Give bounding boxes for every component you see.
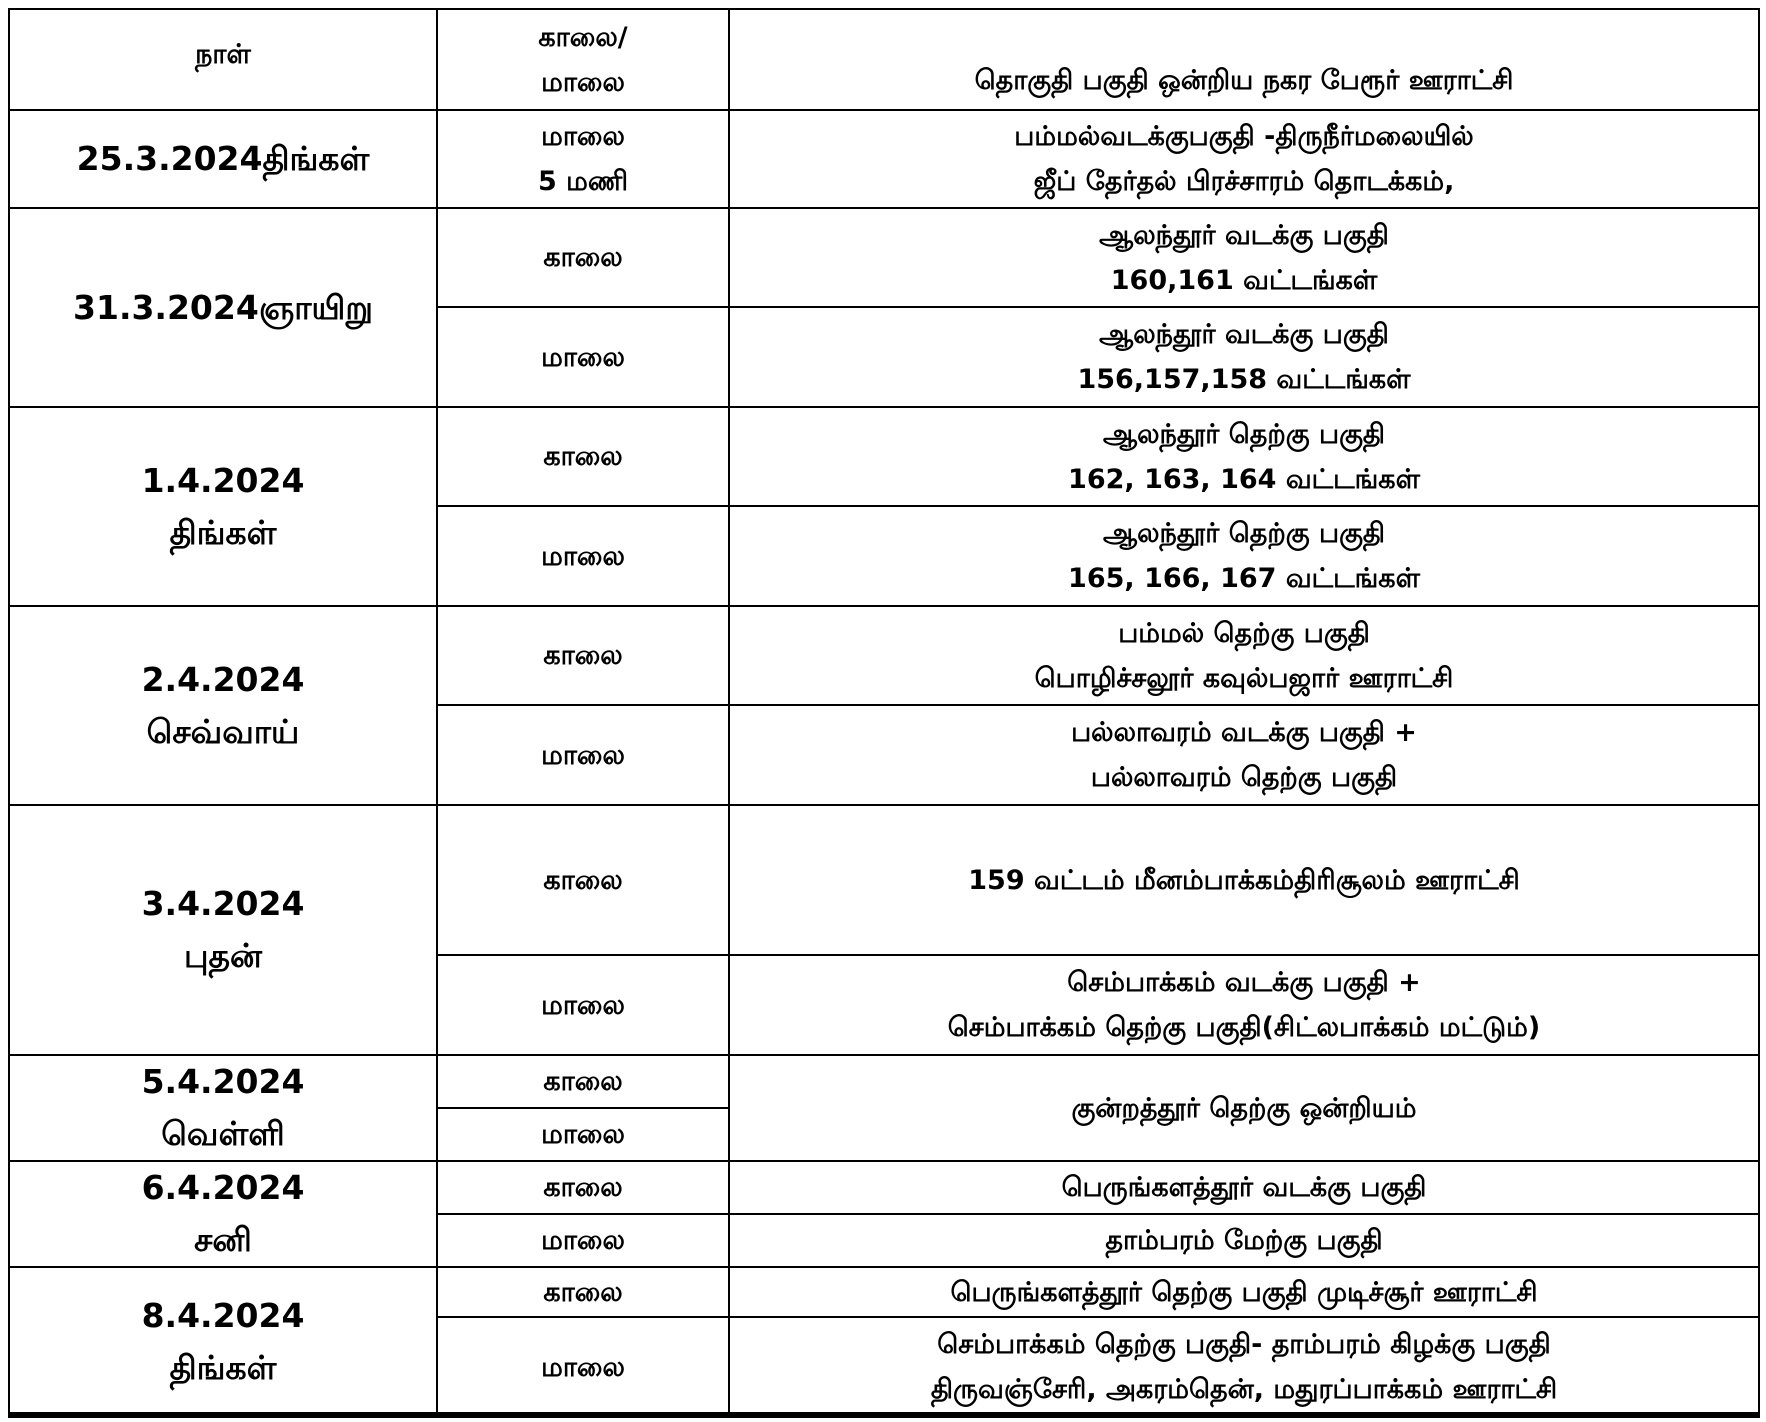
time-line: மாலை (541, 739, 625, 771)
time-cell (437, 110, 729, 208)
schedule-row (9, 110, 1759, 208)
time-cell (437, 307, 729, 407)
area-line: தாம்பரம் மேற்கு பகுதி (1105, 1225, 1383, 1256)
area-line: 159 வட்டம் மீனம்பாக்கம்திரிசூலம் ஊராட்சி (968, 864, 1520, 896)
date-cell (9, 1267, 437, 1417)
area-cell (729, 208, 1759, 307)
date-line: 2.4.2024 (141, 659, 305, 699)
area-cell (729, 955, 1759, 1055)
time-line: காலை (543, 242, 623, 273)
date-line: 5.4.2024 (141, 1062, 305, 1101)
time-cell (437, 1317, 729, 1417)
time-cell (437, 506, 729, 606)
area-cell (729, 1267, 1759, 1317)
time-line: மாலை (541, 341, 625, 373)
area-cell (729, 1161, 1759, 1214)
date-cell (9, 1161, 437, 1267)
time-cell (437, 1161, 729, 1214)
time-cell (437, 1267, 729, 1317)
time-line: மாலை (541, 1225, 625, 1256)
schedule-row (9, 208, 1759, 307)
schedule-row (9, 1161, 1759, 1214)
date-cell (9, 110, 437, 208)
schedule-row (9, 805, 1759, 955)
date-line: 6.4.2024 (141, 1168, 305, 1207)
date-line: சனி (194, 1220, 252, 1259)
time-line: காலை (543, 1066, 623, 1097)
date-line: புதன் (183, 936, 263, 975)
header-day: நாள் (9, 9, 437, 110)
time-cell (437, 805, 729, 955)
bottom-rule (8, 1412, 1758, 1416)
date-line: 31.3.2024ஞாயிறு (73, 287, 373, 327)
schedule-body (9, 9, 1759, 1417)
campaign-schedule-table (8, 8, 1760, 1418)
date-line: 3.4.2024 (141, 884, 305, 923)
time-cell (437, 955, 729, 1055)
time-cell (437, 407, 729, 506)
area-line: பல்லாவரம் வடக்கு பகுதி + (1071, 717, 1417, 748)
area-line: பெருங்களத்தூர் வடக்கு பகுதி (1061, 1172, 1427, 1203)
area-line: ஆலந்தூர் தெற்கு பகுதி (1102, 518, 1386, 549)
time-line: மாலை (541, 121, 625, 152)
area-line: 156,157,158 வட்டங்கள் (1077, 364, 1411, 395)
time-line: காலை (543, 640, 623, 671)
area-line: பல்லாவரம் தெற்கு பகுதி (1090, 762, 1398, 793)
header-row (9, 9, 1759, 110)
date-line: திங்கள் (169, 1348, 277, 1387)
area-line: ஜீப் தேர்தல் பிரச்சாரம் தொடக்கம், (1033, 166, 1455, 197)
area-cell (729, 805, 1759, 955)
area-line: 162, 163, 164 வட்டங்கள் (1068, 463, 1420, 495)
time-line: காலை (543, 864, 623, 896)
schedule-row (9, 606, 1759, 705)
area-cell (729, 705, 1759, 805)
time-line: மாலை (541, 989, 625, 1021)
area-line: பம்மல் தெற்கு பகுதி (1118, 617, 1370, 649)
date-cell (9, 1055, 437, 1161)
date-line: 25.3.2024திங்கள் (76, 139, 370, 178)
area-line: பொழிச்சலூர் கவுல்பஜார் ஊராட்சி (1034, 662, 1454, 694)
area-cell (729, 1317, 1759, 1417)
header-area: தொகுதி பகுதி ஒன்றிய நகர பேரூர் ஊராட்சி (729, 9, 1759, 110)
header-time-line1: காலை/ (538, 21, 628, 53)
area-line: குன்றத்தூர் தெற்கு ஒன்றியம் (1071, 1092, 1417, 1124)
date-cell (9, 407, 437, 606)
area-line: பம்மல்வடக்குபகுதி -திருநீர்மலையில் (1014, 121, 1474, 152)
area-line: செம்பாக்கம் தெற்கு பகுதி(சிட்லபாக்கம் மட்டும்) (947, 1012, 1541, 1043)
date-cell (9, 606, 437, 805)
time-line: 5 மணி (537, 166, 629, 197)
area-cell (729, 506, 1759, 606)
header-time (437, 9, 729, 110)
area-line: திருவஞ்சேரி, அகரம்தென், மதுரப்பாக்கம் ஊராட்சி (930, 1374, 1558, 1405)
area-line: ஆலந்தூர் வடக்கு பகுதி (1099, 219, 1389, 251)
date-cell (9, 208, 437, 407)
area-cell (729, 1214, 1759, 1267)
time-cell (437, 705, 729, 805)
time-cell (437, 1108, 729, 1161)
area-line: செம்பாக்கம் தெற்கு பகுதி- தாம்பரம் கிழக்கு பகுதி (937, 1329, 1551, 1360)
area-line: ஆலந்தூர் வடக்கு பகுதி (1099, 319, 1389, 350)
area-line: 160,161 வட்டங்கள் (1110, 264, 1378, 296)
schedule-row (9, 407, 1759, 506)
date-line: செவ்வாய் (146, 711, 300, 751)
time-cell (437, 208, 729, 307)
date-line: திங்கள் (169, 512, 277, 552)
area-line: பெருங்களத்தூர் தெற்கு பகுதி முடிச்சூர் ஊராட்சி (950, 1276, 1538, 1308)
area-cell (729, 307, 1759, 407)
schedule-row (9, 1055, 1759, 1108)
time-line: காலை (543, 1276, 623, 1308)
area-line: 165, 166, 167 வட்டங்கள் (1068, 563, 1420, 594)
area-line: ஆலந்தூர் தெற்கு பகுதி (1102, 418, 1386, 450)
date-line: 8.4.2024 (141, 1296, 305, 1335)
time-line: மாலை (541, 1119, 625, 1150)
time-cell (437, 1055, 729, 1108)
time-line: காலை (543, 1172, 623, 1203)
time-line: மாலை (541, 540, 625, 572)
date-line: 1.4.2024 (141, 460, 305, 500)
area-line: செம்பாக்கம் வடக்கு பகுதி + (1067, 967, 1421, 998)
schedule-row (9, 1267, 1759, 1317)
time-line: காலை (543, 441, 623, 472)
header-time-line2: மாலை (541, 66, 625, 98)
area-cell (729, 1055, 1759, 1161)
date-cell (9, 805, 437, 1055)
area-cell (729, 407, 1759, 506)
time-cell (437, 606, 729, 705)
area-cell (729, 606, 1759, 705)
date-line: வெள்ளி (161, 1114, 285, 1153)
area-cell (729, 110, 1759, 208)
time-cell (437, 1214, 729, 1267)
time-line: மாலை (541, 1351, 625, 1383)
